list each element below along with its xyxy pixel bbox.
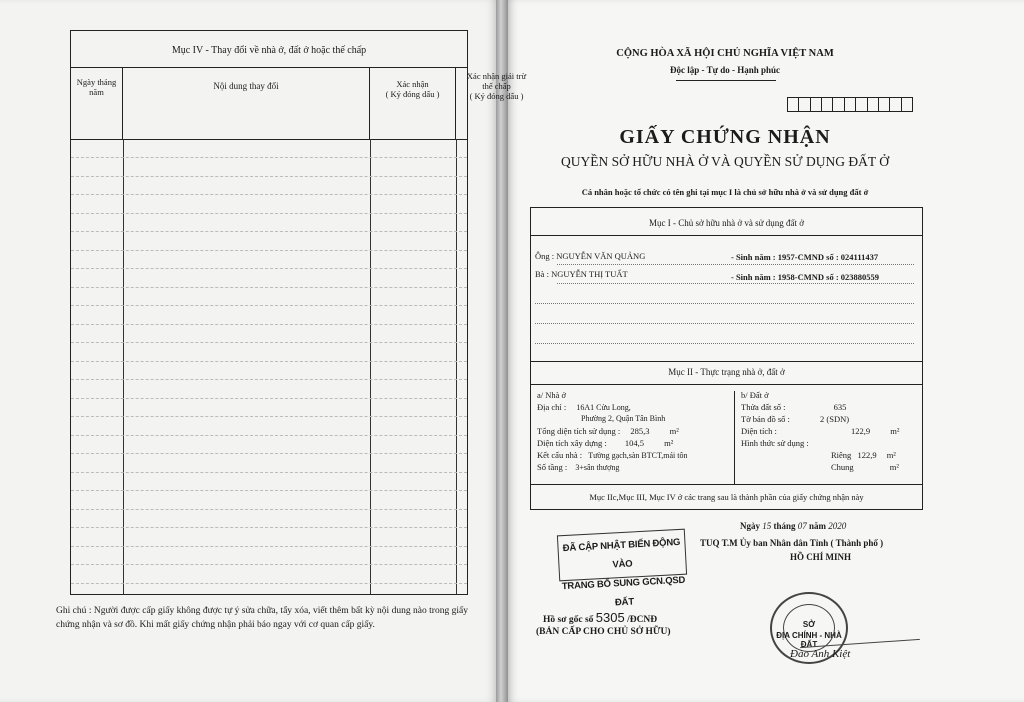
certificate-intro: Cá nhân hoặc tổ chức có tên ghi tại mục I là chủ sở hữu nhà ở và sử dụng đất ở	[581, 187, 869, 197]
plot-number: Thửa đất số : 635	[741, 402, 847, 412]
address-line-2: Phường 2, Quận Tân Bình	[581, 414, 666, 423]
issuing-authority: TUQ T.M Ủy ban Nhân dân Tỉnh ( Thành phố )	[700, 538, 884, 548]
national-motto: Độc lập - Tự do - Hạnh phúc	[669, 65, 780, 75]
ruled-line	[71, 564, 467, 565]
signer-name: Đào Anh Kiệt	[790, 648, 851, 660]
ruled-line	[71, 324, 467, 325]
address: Địa chỉ : 16A1 Cửu Long,	[537, 402, 631, 412]
copy-note: (BẢN CẤP CHO CHỦ SỞ HỮU)	[536, 627, 671, 637]
section-footer-note: Mục IIc,Mục III, Mục IV ở các trang sau là thành phần của giấy chứng nhận này	[589, 492, 864, 502]
ruled-line	[71, 527, 467, 528]
official-seal: SỞ ĐỊA CHÍNH - NHÀ ĐẤT	[770, 592, 848, 664]
ruled-line	[71, 250, 467, 251]
ruled-line	[71, 435, 467, 436]
owner-2: Bà : NGUYỄN THỊ TUẤT	[535, 269, 628, 279]
ruled-line	[71, 231, 467, 232]
table-header	[71, 67, 527, 140]
ownership-table	[530, 207, 923, 510]
certificate-subtitle: QUYỀN SỞ HỮU NHÀ Ở VÀ QUYỀN SỬ DỤNG ĐẤT Ở	[561, 154, 889, 169]
ruled-line	[71, 546, 467, 547]
house-header: a/ Nhà ở	[537, 390, 567, 400]
header-date: Ngày tháng năm	[71, 67, 123, 139]
shared-area: Chung m²	[831, 462, 899, 472]
owner-2-info: - Sinh năm : 1958-CMND số : 023880559	[731, 272, 880, 282]
ruled-line	[71, 305, 467, 306]
column-divider	[123, 139, 124, 594]
use-form: Hình thức sử dụng :	[741, 438, 809, 448]
ruled-line	[71, 213, 467, 214]
ruled-line	[71, 453, 467, 454]
floors: Số tầng : 3+sân thượng	[537, 462, 620, 472]
ruled-line	[71, 490, 467, 491]
owner-1: Ông : NGUYỄN VĂN QUẢNG	[535, 251, 646, 261]
ruled-line	[71, 194, 467, 195]
column-divider	[370, 139, 371, 594]
file-number: Hồ sơ gốc số 5305 /ĐCNĐ	[543, 610, 658, 625]
ruled-line	[71, 176, 467, 177]
section-4-title: Mục IV - Thay đổi về nhà ở, đất ở hoặc thế chấp	[71, 31, 467, 68]
serial-number-boxes	[787, 97, 913, 112]
ruled-line	[71, 379, 467, 380]
ruled-line	[71, 472, 467, 473]
ruled-line	[71, 342, 467, 343]
structure: Kết cấu nhà : Tường gạch,sàn BTCT,mái tôn	[537, 450, 688, 460]
ruled-line	[71, 268, 467, 269]
ruled-line	[71, 287, 467, 288]
map-number: Tờ bản đồ số : 2 (SDN)	[741, 414, 850, 424]
update-stamp: ĐÃ CẬP NHẬT BIẾN ĐỘNG VÀO TRANG BỔ SUNG GCN.QSD ĐẤT	[557, 529, 687, 582]
column-divider	[734, 391, 735, 484]
header-confirm: Xác nhận ( Ký đóng dấu )	[370, 67, 456, 139]
header-content: Nội dung thay đổi	[123, 67, 370, 139]
header-release: Xác nhận giải trừ thế chấp ( Ký đóng dấu )	[466, 71, 527, 101]
built-area: Diện tích xây dựng : 104,5 m²	[537, 438, 674, 448]
issuing-city: HỒ CHÍ MINH	[790, 552, 852, 562]
issue-date: Ngày 15 tháng 07 năm 2020	[740, 521, 847, 531]
ruled-line	[71, 416, 467, 417]
ruled-line	[71, 361, 467, 362]
footnote: Ghi chú : Người được cấp giấy không được tự ý sửa chữa, tẩy xóa, viết thêm bất kỳ nội dung nào trong giấy chứng nhận và sơ đồ. Khi mất giấy chứng nhận phải báo ngay với cơ quan cấp giấy.	[56, 606, 468, 630]
section-1-title: Mục I - Chủ sở hữu nhà ở và sử dụng đất ở	[648, 218, 805, 228]
certificate-title: GIẤY CHỨNG NHẬN	[619, 126, 831, 148]
land-header: b/ Đất ở	[741, 390, 769, 400]
column-divider	[456, 139, 457, 594]
owner-1-info: - Sinh năm : 1957-CMND số : 024111437	[731, 252, 879, 262]
table-body	[71, 139, 467, 594]
total-area: Tổng diện tích sử dụng : 285,3 m²	[537, 426, 679, 436]
section-2-title: Mục II - Thực trạng nhà ở, đất ở	[668, 367, 785, 377]
change-log-table	[70, 30, 527, 595]
ruled-line	[71, 509, 467, 510]
ruled-line	[71, 583, 467, 584]
country-name: CỘNG HÒA XÃ HỘI CHỦ NGHĨA VIỆT NAM	[616, 48, 834, 59]
private-area: Riêng 122,9 m²	[831, 450, 896, 460]
ruled-line	[71, 398, 467, 399]
land-area: Diện tích : 122,9 m²	[741, 426, 900, 436]
ruled-line	[71, 157, 467, 158]
motto-underline	[676, 80, 776, 81]
